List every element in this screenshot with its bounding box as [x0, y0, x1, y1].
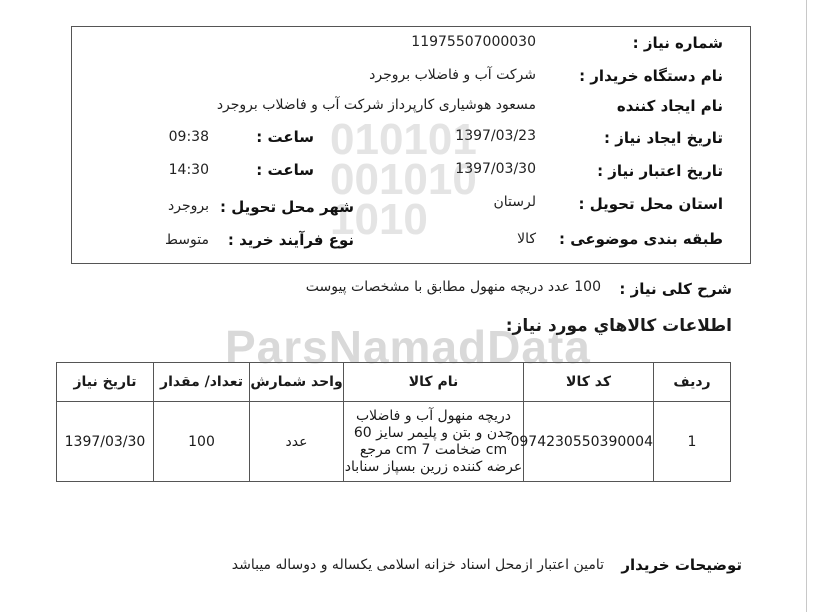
city-value: بروجرد: [168, 198, 209, 214]
valid-time-label: ساعت :: [256, 161, 314, 179]
cell-qty: 100: [154, 402, 250, 482]
watermark-text: ParsNamadData: [225, 321, 591, 373]
category-value: کالا: [517, 231, 536, 247]
creator-value: مسعود هوشیاری کارپرداز شرکت آب و فاضلاب بروجرد: [216, 97, 536, 113]
created-time-value: 09:38: [168, 129, 209, 145]
page-edge-line: [806, 0, 807, 612]
valid-date-label: تاریخ اعتبار نیاز :: [597, 162, 723, 180]
cell-name: دریچه منهول آب و فاضلاب چدن و بتن و پلیمر سایز 60 cm ضخامت 7 cm مرجع عرضه کننده زرین بسپاز سناباد: [344, 402, 524, 482]
header-date: تاریخ نیاز: [57, 363, 154, 402]
province-value: لرستان: [493, 194, 536, 210]
need-number-label: شماره نیاز :: [632, 34, 723, 52]
buyer-notes-label: توضیحات خریدار: [621, 556, 742, 574]
city-label: شهر محل تحویل :: [219, 198, 354, 216]
process-value: متوسط: [165, 232, 209, 248]
header-qty: تعداد/ مقدار: [154, 363, 250, 402]
buyer-notes-value: تامین اعتبار ازمحل اسناد خزانه اسلامی یکساله و دوساله میباشد: [231, 557, 604, 573]
buyer-org-value: شرکت آب و فاضلاب بروجرد: [369, 67, 536, 83]
header-unit: واحد شمارش: [250, 363, 344, 402]
cell-date: 1397/03/30: [57, 402, 154, 482]
buyer-org-label: نام دستگاه خریدار :: [579, 67, 723, 85]
cell-code: 0974230550390004: [524, 402, 654, 482]
province-label: استان محل تحویل :: [578, 195, 723, 213]
goods-section-title: اطلاعات کالاهاي مورد نياز:: [505, 316, 732, 336]
summary-value: 100 عدد دریچه منهول مطابق با مشخصات پیوست: [305, 279, 601, 295]
header-code: کد کالا: [524, 363, 654, 402]
created-date-value: 1397/03/23: [455, 128, 536, 144]
header-name: نام کالا: [344, 363, 524, 402]
goods-table-header: [57, 363, 731, 402]
summary-label: شرح کلی نیاز :: [619, 280, 732, 298]
creator-label: نام ایجاد کننده: [616, 97, 723, 115]
valid-date-value: 1397/03/30: [455, 161, 536, 177]
need-number-value: 11975507000030: [411, 34, 536, 50]
goods-table: [56, 362, 731, 482]
category-label: طبقه بندی موضوعی :: [559, 230, 723, 248]
header-row-number: ردیف: [654, 363, 731, 402]
created-date-label: تاریخ ایجاد نیاز :: [604, 129, 723, 147]
valid-time-value: 14:30: [168, 162, 209, 178]
cell-row-number: 1: [654, 402, 731, 482]
table-row: [57, 402, 731, 482]
process-label: نوع فرآیند خرید :: [227, 231, 354, 249]
cell-unit: عدد: [250, 402, 344, 482]
created-time-label: ساعت :: [256, 128, 314, 146]
watermark-digits: 010101 001010 1010: [330, 115, 477, 244]
